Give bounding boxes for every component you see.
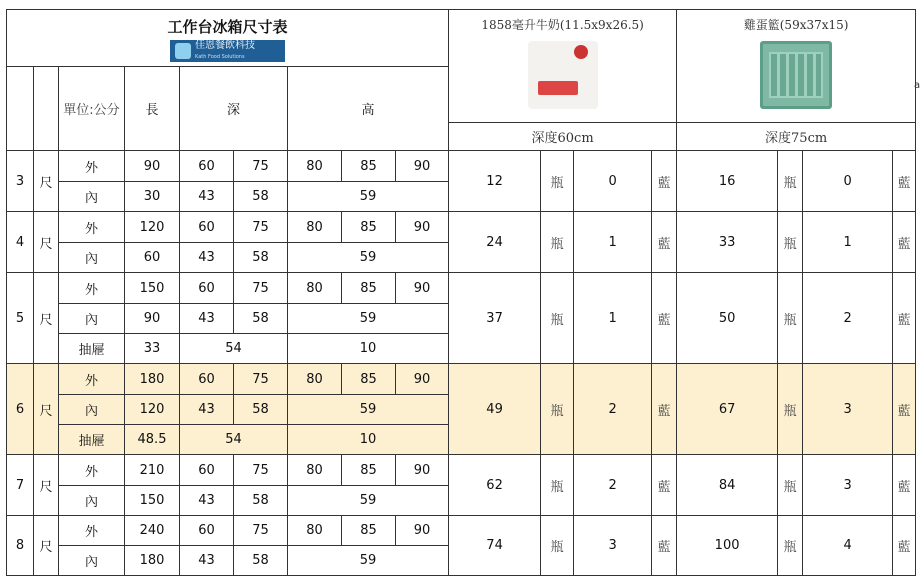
basket-unit: 藍: [893, 364, 916, 455]
size-unit: 尺: [34, 273, 59, 364]
bottle-unit: 瓶: [541, 516, 574, 576]
milk-count-75: 100: [677, 516, 778, 576]
inner-depth-2: 58: [234, 546, 288, 576]
inner-depth-1: 43: [180, 304, 234, 334]
bottle-unit: 瓶: [778, 273, 803, 364]
height-header: 高: [288, 67, 449, 151]
company-logo: [170, 40, 285, 62]
drawer-label: 抽屜: [59, 425, 125, 455]
basket-unit: 藍: [652, 151, 677, 212]
inner-label: 內: [59, 486, 125, 516]
inner-label: 內: [59, 304, 125, 334]
basket-unit: 藍: [893, 151, 916, 212]
crate-count-60: 0: [574, 151, 652, 212]
size-number: 6: [7, 364, 34, 455]
bottle-unit: 瓶: [778, 516, 803, 576]
outer-height-1: 80: [288, 455, 342, 486]
outer-height-2: 85: [342, 455, 396, 486]
outer-depth-1: 60: [180, 273, 234, 304]
inner-label: 內: [59, 182, 125, 212]
empty-cell: [34, 67, 59, 151]
inner-label: 內: [59, 395, 125, 425]
inner-length: 150: [125, 486, 180, 516]
milk-count-75: 16: [677, 151, 778, 212]
milk-count-60: 37: [449, 273, 541, 364]
drawer-depth: 54: [180, 334, 288, 364]
table-row: [7, 516, 916, 546]
bottle-unit: 瓶: [778, 151, 803, 212]
product-milk-name: 1858毫升牛奶(11.5x9x26.5): [481, 18, 644, 32]
outer-height-2: 85: [342, 516, 396, 546]
milk-count-75: 50: [677, 273, 778, 364]
basket-unit: 藍: [893, 516, 916, 576]
drawer-length: 33: [125, 334, 180, 364]
crate-count-75: 4: [803, 516, 893, 576]
inner-depth-1: 43: [180, 182, 234, 212]
inner-depth-1: 43: [180, 546, 234, 576]
outer-depth-2: 75: [234, 455, 288, 486]
inner-length: 30: [125, 182, 180, 212]
logo-icon: [175, 43, 191, 59]
outer-depth-1: 60: [180, 364, 234, 395]
bottle-unit: 瓶: [541, 455, 574, 516]
inner-label: 內: [59, 546, 125, 576]
outer-height-3: 90: [396, 273, 449, 304]
outer-height-1: 80: [288, 273, 342, 304]
crate-count-75: 3: [803, 455, 893, 516]
bottle-unit: 瓶: [778, 364, 803, 455]
basket-unit: 藍: [652, 455, 677, 516]
outer-height-2: 85: [342, 364, 396, 395]
outer-height-1: 80: [288, 364, 342, 395]
milk-count-75: 67: [677, 364, 778, 455]
size-unit: 尺: [34, 364, 59, 455]
outer-depth-1: 60: [180, 151, 234, 182]
crate-count-60: 1: [574, 212, 652, 273]
product-milk-cell: [449, 10, 677, 123]
outer-height-3: 90: [396, 151, 449, 182]
outer-height-1: 80: [288, 516, 342, 546]
size-unit: 尺: [34, 516, 59, 576]
fridge-size-table: [6, 9, 916, 576]
outer-depth-2: 75: [234, 516, 288, 546]
basket-unit: 藍: [893, 212, 916, 273]
crate-count-75: 3: [803, 364, 893, 455]
bottle-unit: 瓶: [541, 151, 574, 212]
outer-height-3: 90: [396, 455, 449, 486]
outer-height-2: 85: [342, 273, 396, 304]
outer-label: 外: [59, 455, 125, 486]
bottle-unit: 瓶: [778, 212, 803, 273]
logo-subtext: Kath Food Solutions: [195, 53, 245, 60]
bottle-unit: 瓶: [778, 455, 803, 516]
milk-count-60: 62: [449, 455, 541, 516]
crate-count-75: 0: [803, 151, 893, 212]
inner-height: 59: [288, 304, 449, 334]
table-row: [7, 364, 916, 395]
outer-depth-2: 75: [234, 364, 288, 395]
outer-height-3: 90: [396, 364, 449, 395]
length-header: 長: [125, 67, 180, 151]
crate-count-60: 2: [574, 364, 652, 455]
unit-label: 單位:公分: [59, 67, 125, 151]
basket-unit: 藍: [652, 212, 677, 273]
inner-height: 59: [288, 243, 449, 273]
drawer-height: 10: [288, 425, 449, 455]
crate-count-60: 1: [574, 273, 652, 364]
egg-crate-photo: [760, 41, 832, 109]
outer-length: 90: [125, 151, 180, 182]
inner-length: 60: [125, 243, 180, 273]
outer-label: 外: [59, 516, 125, 546]
logo-text: 佳恩餐飲科技: [195, 39, 256, 51]
size-unit: 尺: [34, 455, 59, 516]
outer-depth-2: 75: [234, 151, 288, 182]
inner-depth-2: 58: [234, 182, 288, 212]
table-row: [7, 273, 916, 304]
size-unit: 尺: [34, 212, 59, 273]
outer-length: 180: [125, 364, 180, 395]
inner-depth-1: 43: [180, 486, 234, 516]
outer-height-1: 80: [288, 151, 342, 182]
drawer-height: 10: [288, 334, 449, 364]
drawer-depth: 54: [180, 425, 288, 455]
basket-unit: 藍: [893, 273, 916, 364]
outer-depth-2: 75: [234, 273, 288, 304]
outer-depth-1: 60: [180, 455, 234, 486]
inner-depth-2: 58: [234, 304, 288, 334]
inner-height: 59: [288, 182, 449, 212]
bottle-unit: 瓶: [541, 364, 574, 455]
basket-unit: 藍: [652, 273, 677, 364]
inner-length: 90: [125, 304, 180, 334]
outer-height-3: 90: [396, 516, 449, 546]
crate-count-75: 1: [803, 212, 893, 273]
basket-unit: 藍: [893, 455, 916, 516]
outer-height-2: 85: [342, 212, 396, 243]
inner-label: 內: [59, 243, 125, 273]
bottle-unit: 瓶: [541, 212, 574, 273]
inner-height: 59: [288, 486, 449, 516]
inner-depth-2: 58: [234, 395, 288, 425]
outer-label: 外: [59, 151, 125, 182]
milk-bottle-photo: [528, 41, 598, 109]
milk-count-60: 49: [449, 364, 541, 455]
outer-depth-2: 75: [234, 212, 288, 243]
outer-depth-1: 60: [180, 212, 234, 243]
depth-75-label: 深度75cm: [677, 123, 916, 151]
outer-label: 外: [59, 212, 125, 243]
milk-count-60: 74: [449, 516, 541, 576]
inner-depth-1: 43: [180, 243, 234, 273]
outer-height-3: 90: [396, 212, 449, 243]
inner-depth-1: 43: [180, 395, 234, 425]
basket-unit: 藍: [652, 516, 677, 576]
milk-count-60: 12: [449, 151, 541, 212]
side-mark: a: [914, 80, 920, 91]
empty-cell: [7, 67, 34, 151]
title-cell: [7, 10, 449, 67]
outer-label: 外: [59, 273, 125, 304]
milk-count-75: 33: [677, 212, 778, 273]
crate-count-60: 3: [574, 516, 652, 576]
crate-count-75: 2: [803, 273, 893, 364]
outer-label: 外: [59, 364, 125, 395]
basket-unit: 藍: [652, 364, 677, 455]
size-number: 8: [7, 516, 34, 576]
outer-length: 120: [125, 212, 180, 243]
depth-header: 深: [180, 67, 288, 151]
product-crate-cell: [677, 10, 916, 123]
outer-height-1: 80: [288, 212, 342, 243]
bottle-unit: 瓶: [541, 273, 574, 364]
outer-height-2: 85: [342, 151, 396, 182]
drawer-label: 抽屜: [59, 334, 125, 364]
table-row: [7, 151, 916, 182]
table-row: [7, 455, 916, 486]
product-crate-name: 雞蛋籃(59x37x15): [743, 18, 849, 32]
table-row: [7, 212, 916, 243]
size-number: 3: [7, 151, 34, 212]
depth-60-label: 深度60cm: [449, 123, 677, 151]
inner-height: 59: [288, 395, 449, 425]
milk-count-60: 24: [449, 212, 541, 273]
size-number: 4: [7, 212, 34, 273]
page-title: 工作台冰箱尺寸表: [167, 18, 288, 36]
drawer-length: 48.5: [125, 425, 180, 455]
milk-count-75: 84: [677, 455, 778, 516]
size-number: 5: [7, 273, 34, 364]
crate-count-60: 2: [574, 455, 652, 516]
outer-length: 150: [125, 273, 180, 304]
inner-depth-2: 58: [234, 486, 288, 516]
size-number: 7: [7, 455, 34, 516]
inner-length: 180: [125, 546, 180, 576]
outer-length: 210: [125, 455, 180, 486]
inner-length: 120: [125, 395, 180, 425]
outer-depth-1: 60: [180, 516, 234, 546]
size-unit: 尺: [34, 151, 59, 212]
inner-depth-2: 58: [234, 243, 288, 273]
inner-height: 59: [288, 546, 449, 576]
outer-length: 240: [125, 516, 180, 546]
